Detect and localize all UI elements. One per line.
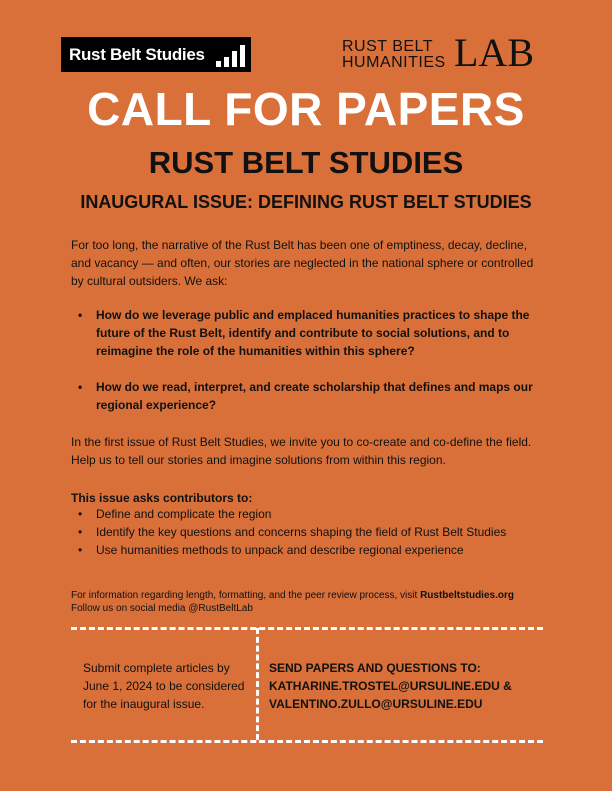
- logo-right-words: [342, 39, 446, 71]
- website-link[interactable]: Rustbeltstudies.org: [420, 590, 514, 601]
- send-block: [269, 659, 549, 713]
- humanities-lab-logo: [342, 30, 537, 77]
- submit-deadline: Submit complete articles by June 1, 2024 to be considered for the inaugural issue.: [83, 661, 245, 711]
- asks-item: • Identify the key questions and concerns shaping the field of Rust Belt Studies: [76, 523, 536, 541]
- info-block: [71, 589, 551, 615]
- dashed-divider-vertical: [256, 628, 259, 740]
- logo-right-lab: LAB: [454, 30, 534, 75]
- intro-paragraph: For too long, the narrative of the Rust Belt has been one of emptiness, decay, decline, and vacancy — and often, our stories are neglected in the national sphere or controlled by cultural outsiders. We ask:: [71, 238, 534, 288]
- bar-chart-icon: [216, 45, 245, 67]
- page-subtitle: RUST BELT STUDIES: [148, 145, 464, 180]
- info-line1-text: For information regarding length, formatting, and the peer review process, visit: [71, 590, 418, 601]
- contact-email-2[interactable]: VALENTINO.ZULLO@URSULINE.EDU: [269, 697, 483, 711]
- logo-right-line2: HUMANITIES: [342, 54, 446, 71]
- page-title: CALL FOR PAPERS: [87, 83, 525, 135]
- question-item: • How do we leverage public and emplaced humanities practices to shape the future of the Rust Belt, identify and contribute to social solutions, and to reimagine the role of the humanities within this sphere?: [76, 306, 536, 360]
- asks-item: • Use humanities methods to unpack and describe regional experience: [76, 541, 536, 559]
- contact-email-1[interactable]: KATHARINE.TROSTEL@URSULINE.EDU &: [269, 679, 512, 693]
- issue-heading: INAUGURAL ISSUE: DEFINING RUST BELT STUDIES: [80, 192, 532, 212]
- dashed-divider-top: [71, 627, 543, 630]
- asks-list: [76, 505, 536, 559]
- logo-right-line1: RUST BELT: [342, 38, 434, 55]
- question-list: [76, 306, 536, 432]
- social-line: Follow us on social media @RustBeltLab: [71, 603, 253, 614]
- dashed-divider-bottom: [71, 740, 543, 743]
- logo-left-text: Rust Belt Studies: [69, 44, 205, 64]
- invite-paragraph: In the first issue of Rust Belt Studies, we invite you to co-create and co-define the field. Help us to tell our stories and imagine solutions from within this region.: [71, 435, 532, 467]
- info-line1: [71, 589, 551, 602]
- send-heading: SEND PAPERS AND QUESTIONS TO:: [269, 661, 481, 675]
- rust-belt-studies-logo: [61, 37, 251, 72]
- asks-item: • Define and complicate the region: [76, 505, 536, 523]
- question-item: • How do we read, interpret, and create scholarship that defines and maps our regional experience?: [76, 378, 536, 414]
- asks-heading: This issue asks contributors to:: [71, 491, 253, 505]
